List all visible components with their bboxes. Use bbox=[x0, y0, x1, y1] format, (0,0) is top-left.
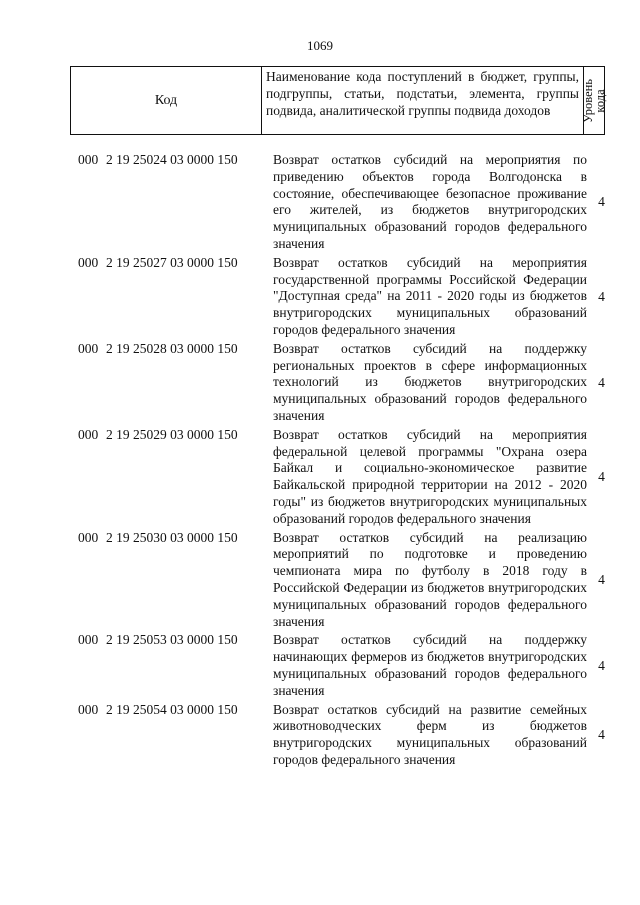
row-prefix: 000 bbox=[78, 426, 99, 442]
row-prefix: 000 bbox=[78, 529, 99, 545]
row-code: 2 19 25029 03 0000 150 bbox=[106, 426, 238, 442]
row-level: 4 bbox=[598, 657, 605, 673]
row-prefix: 000 bbox=[78, 701, 99, 717]
row-prefix: 000 bbox=[78, 152, 99, 167]
row-code: 2 19 25030 03 0000 150 bbox=[106, 529, 238, 545]
column-header-name: Наименование кода поступлений в бюджет, группы, подгруппы, статьи, подстатьи, элемента, группы подвида, аналитической группы подвида доходов bbox=[262, 67, 584, 134]
row-code: 2 19 25028 03 0000 150 bbox=[106, 340, 238, 356]
row-level: 4 bbox=[598, 571, 605, 587]
row-level: 4 bbox=[598, 288, 605, 304]
row-name: Возврат остатков субсидий на развитие семейных животноводческих ферм из бюджетов внутригородских муниципальных образований городов федерального значения bbox=[273, 701, 587, 767]
row-name: Возврат остатков субсидий на мероприятия по приведению объектов города Волгодонска в состояние, обеспечивающее безопасное проживание его жителей, из бюджетов внутригородских муниципальных образований городов федерального значения bbox=[273, 152, 587, 251]
table-row bbox=[70, 427, 610, 528]
table-row bbox=[70, 255, 610, 339]
column-header-code: Код bbox=[71, 67, 262, 134]
column-header-level bbox=[581, 67, 607, 134]
row-level: 4 bbox=[598, 194, 605, 210]
row-level: 4 bbox=[598, 727, 605, 743]
row-level: 4 bbox=[598, 469, 605, 485]
row-name: Возврат остатков субсидий на поддержку региональных проектов в сфере информационных технологий из бюджетов внутригородских муниципальных образований городов федерального значения bbox=[273, 340, 587, 423]
table-body bbox=[70, 152, 610, 771]
table-row bbox=[70, 632, 610, 699]
row-name: Возврат остатков субсидий на мероприятия федеральной целевой программы "Охрана озера Байкал и социально-экономическое развитие Байкальской природной территории на 2012 - 2020 годы" из бюджетов внутригородских муниципальных образований городов федерального значения bbox=[273, 426, 587, 526]
page-number: 1069 bbox=[307, 38, 333, 53]
row-name: Возврат остатков субсидий на мероприятия государственной программы Российской Федерации "Доступная среда" на 2011 - 2020 годы из бюджетов внутригородских муниципальных образований городов федерального значения bbox=[273, 254, 587, 337]
table-row bbox=[70, 530, 610, 631]
row-prefix: 000 bbox=[78, 340, 99, 356]
row-code: 2 19 25053 03 0000 150 bbox=[106, 632, 238, 648]
row-prefix: 000 bbox=[78, 632, 99, 648]
column-header-level-label: Уровень кода bbox=[581, 78, 607, 123]
table-row bbox=[70, 702, 610, 769]
row-code: 2 19 25024 03 0000 150 bbox=[106, 152, 238, 167]
row-code: 2 19 25054 03 0000 150 bbox=[106, 701, 238, 717]
table-row bbox=[70, 152, 610, 253]
row-code: 2 19 25027 03 0000 150 bbox=[106, 254, 238, 270]
row-name: Возврат остатков субсидий на реализацию мероприятий по подготовке и проведению чемпионата мира по футболу в 2018 году в Российской Федерации из бюджетов внутригородских муниципальных образований городов федерального значения bbox=[273, 529, 587, 629]
row-prefix: 000 bbox=[78, 254, 99, 270]
table-header bbox=[70, 66, 605, 135]
table-row bbox=[70, 341, 610, 425]
row-name: Возврат остатков субсидий на поддержку начинающих фермеров из бюджетов внутригородских муниципальных образований городов федерального значения bbox=[273, 632, 587, 698]
row-level: 4 bbox=[598, 374, 605, 390]
